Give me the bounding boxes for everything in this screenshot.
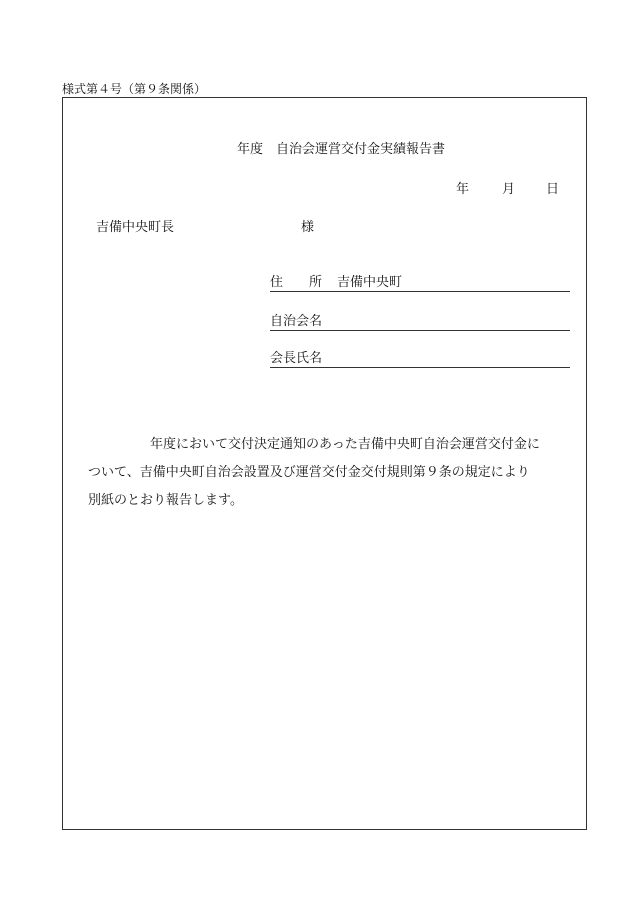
date-day-label: 日: [546, 182, 560, 197]
president-name-label: 会長氏名: [270, 351, 323, 366]
addressee-name: 吉備中央町長: [96, 220, 175, 235]
date-year-label: 年: [456, 182, 470, 197]
address-value: 吉備中央町: [337, 275, 403, 290]
body-line-2: ついて、吉備中央町自治会設置及び運営交付金交付規則第９条の規定により: [88, 465, 530, 480]
date-line: [456, 178, 559, 197]
date-month-label: 月: [502, 182, 516, 197]
association-name-label: 自治会名: [270, 314, 323, 329]
document-title: 年度 自治会運営交付金実績報告書: [237, 142, 446, 157]
report-body: [88, 431, 588, 515]
addressee-honorific: 様: [301, 220, 315, 235]
body-line-3: 別紙のとおり報告します。: [88, 493, 243, 508]
association-name-field: [270, 310, 570, 331]
address-field: [270, 271, 570, 292]
president-name-field: [270, 347, 570, 368]
body-line-1: 年度において交付決定通知のあった吉備中央町自治会運営交付金に: [150, 437, 540, 452]
address-label: 住 所: [270, 275, 323, 290]
form-number: 様式第４号（第９条関係）: [62, 82, 207, 96]
